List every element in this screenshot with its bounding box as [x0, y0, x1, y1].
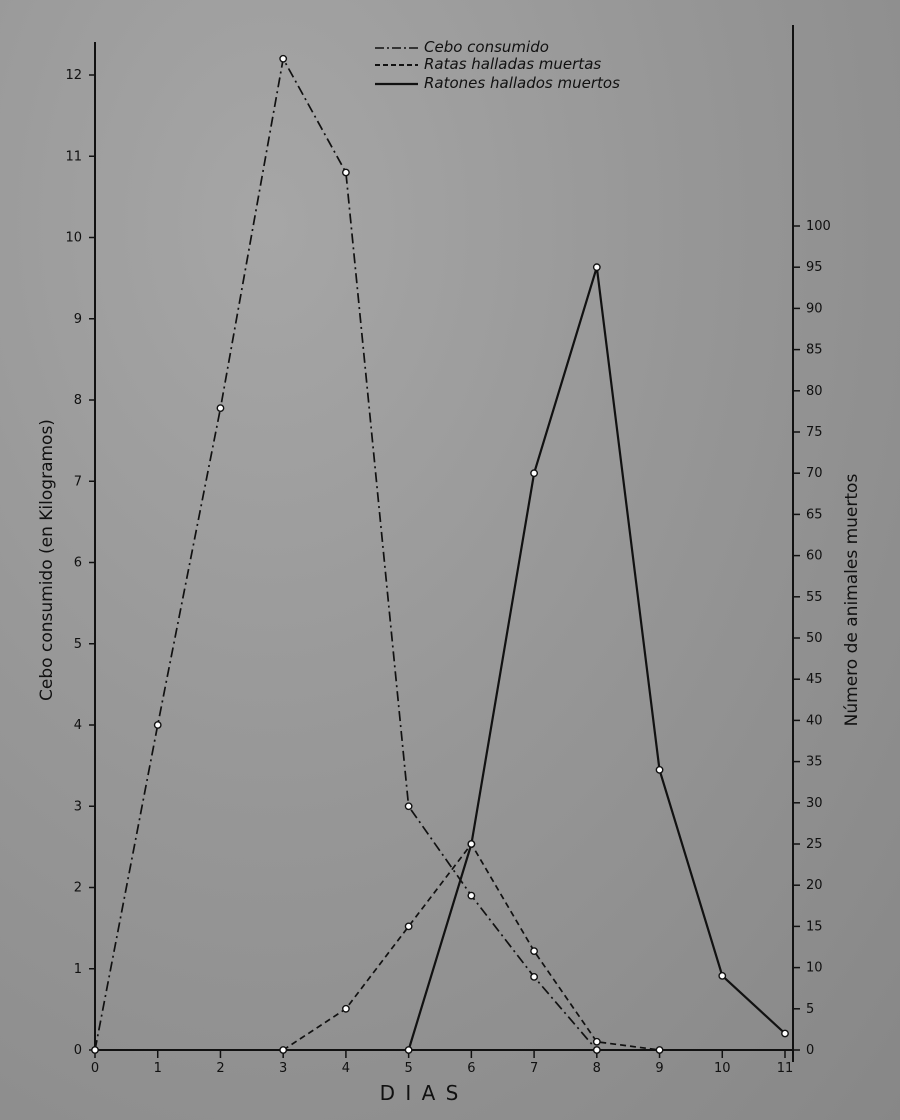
x-tick-label: 7: [529, 1061, 539, 1076]
series-point-0: [92, 1047, 98, 1053]
y-right-tick-label: 10: [806, 960, 823, 976]
y-right-tick-label: 15: [806, 919, 823, 935]
series-point-1: [594, 1039, 600, 1045]
series-point-2: [656, 767, 662, 773]
series-point-0: [155, 722, 161, 728]
legend-label-ratones: Ratones hallados muertos: [424, 74, 620, 92]
y-right-tick-label: 80: [806, 383, 823, 399]
series-point-0: [217, 405, 223, 411]
series-group: [92, 56, 788, 1054]
y-left-tick-label: 12: [65, 68, 82, 83]
y-left-tick-label: 9: [73, 311, 82, 327]
x-tick-label: 0: [90, 1061, 100, 1076]
series-point-0: [531, 974, 537, 980]
y-right-tick-label: 35: [806, 754, 823, 770]
y-right-tick-label: 75: [806, 425, 823, 440]
y-right-tick-label: 50: [806, 631, 823, 646]
y-left-tick-label: 11: [65, 149, 82, 165]
series-point-1: [405, 923, 411, 929]
y-right-tick-label: 40: [806, 713, 823, 729]
y-right-tick-label: 25: [806, 837, 823, 852]
x-tick-label: 2: [216, 1061, 225, 1076]
y-left-tick-label: 6: [73, 555, 82, 571]
y-axis-left-title: Cebo consumido (en Kilogramos): [37, 419, 57, 701]
series-point-2: [531, 470, 537, 476]
x-tick-label: 9: [655, 1061, 664, 1076]
y-right-tick-label: 65: [806, 507, 823, 523]
series-point-1: [280, 1047, 286, 1053]
legend-label-cebo: Cebo consumido: [424, 38, 549, 56]
x-tick-label: 1: [153, 1061, 162, 1076]
y-right-tick-label: 90: [806, 301, 823, 317]
y-right-tick-label: 20: [806, 878, 823, 894]
y-right-tick-label: 70: [806, 466, 823, 482]
y-left-tick-label: 8: [73, 393, 82, 408]
y-right-tick-label: 0: [806, 1043, 815, 1058]
x-tick-label: 3: [279, 1061, 288, 1076]
y-right-tick-label: 5: [806, 1001, 815, 1017]
legend: [375, 38, 620, 92]
y-right-tick-label: 55: [806, 589, 823, 605]
series-point-2: [719, 973, 725, 979]
series-point-1: [531, 948, 537, 954]
x-tick-label: 6: [467, 1061, 476, 1076]
y-right-tick-label: 30: [806, 795, 823, 811]
series-line-0: [95, 59, 597, 1050]
x-tick-label: 8: [592, 1061, 601, 1076]
series-line-1: [283, 844, 659, 1050]
y-left-tick-label: 3: [73, 799, 82, 815]
y-right-tick-label: 60: [806, 548, 823, 564]
y-right-tick-label: 95: [806, 260, 823, 276]
series-point-2: [468, 841, 474, 847]
series-point-0: [468, 892, 474, 898]
x-tick-label: 10: [713, 1061, 731, 1076]
x-tick-label: 11: [776, 1061, 794, 1076]
series-point-0: [594, 1047, 600, 1053]
y-left-tick-label: 0: [73, 1043, 82, 1058]
y-left-tick-label: 1: [73, 961, 82, 977]
y-right-tick-label: 45: [806, 672, 823, 688]
x-axis-title: D I A S: [379, 1081, 461, 1105]
y-left-tick-label: 10: [65, 230, 82, 246]
x-tick-label: 5: [404, 1061, 413, 1076]
legend-label-ratas: Ratas halladas muertas: [424, 55, 602, 73]
y-left-tick-label: 4: [73, 718, 82, 733]
series-point-1: [656, 1047, 662, 1053]
series-point-0: [280, 56, 286, 62]
y-left-tick-label: 2: [73, 880, 82, 896]
series-point-1: [343, 1006, 349, 1012]
series-point-0: [405, 803, 411, 809]
series-line-2: [409, 267, 785, 1050]
series-point-2: [782, 1030, 788, 1036]
y-right-tick-label: 100: [806, 219, 831, 234]
series-point-0: [343, 169, 349, 175]
series-point-2: [405, 1047, 411, 1053]
y-left-tick-label: 7: [73, 474, 82, 490]
series-point-2: [594, 264, 600, 270]
y-right-tick-label: 85: [806, 342, 823, 358]
y-left-tick-label: 5: [73, 636, 82, 652]
y-axis-right-title: Número de animales muertos: [842, 473, 862, 727]
x-tick-label: 4: [341, 1061, 351, 1076]
